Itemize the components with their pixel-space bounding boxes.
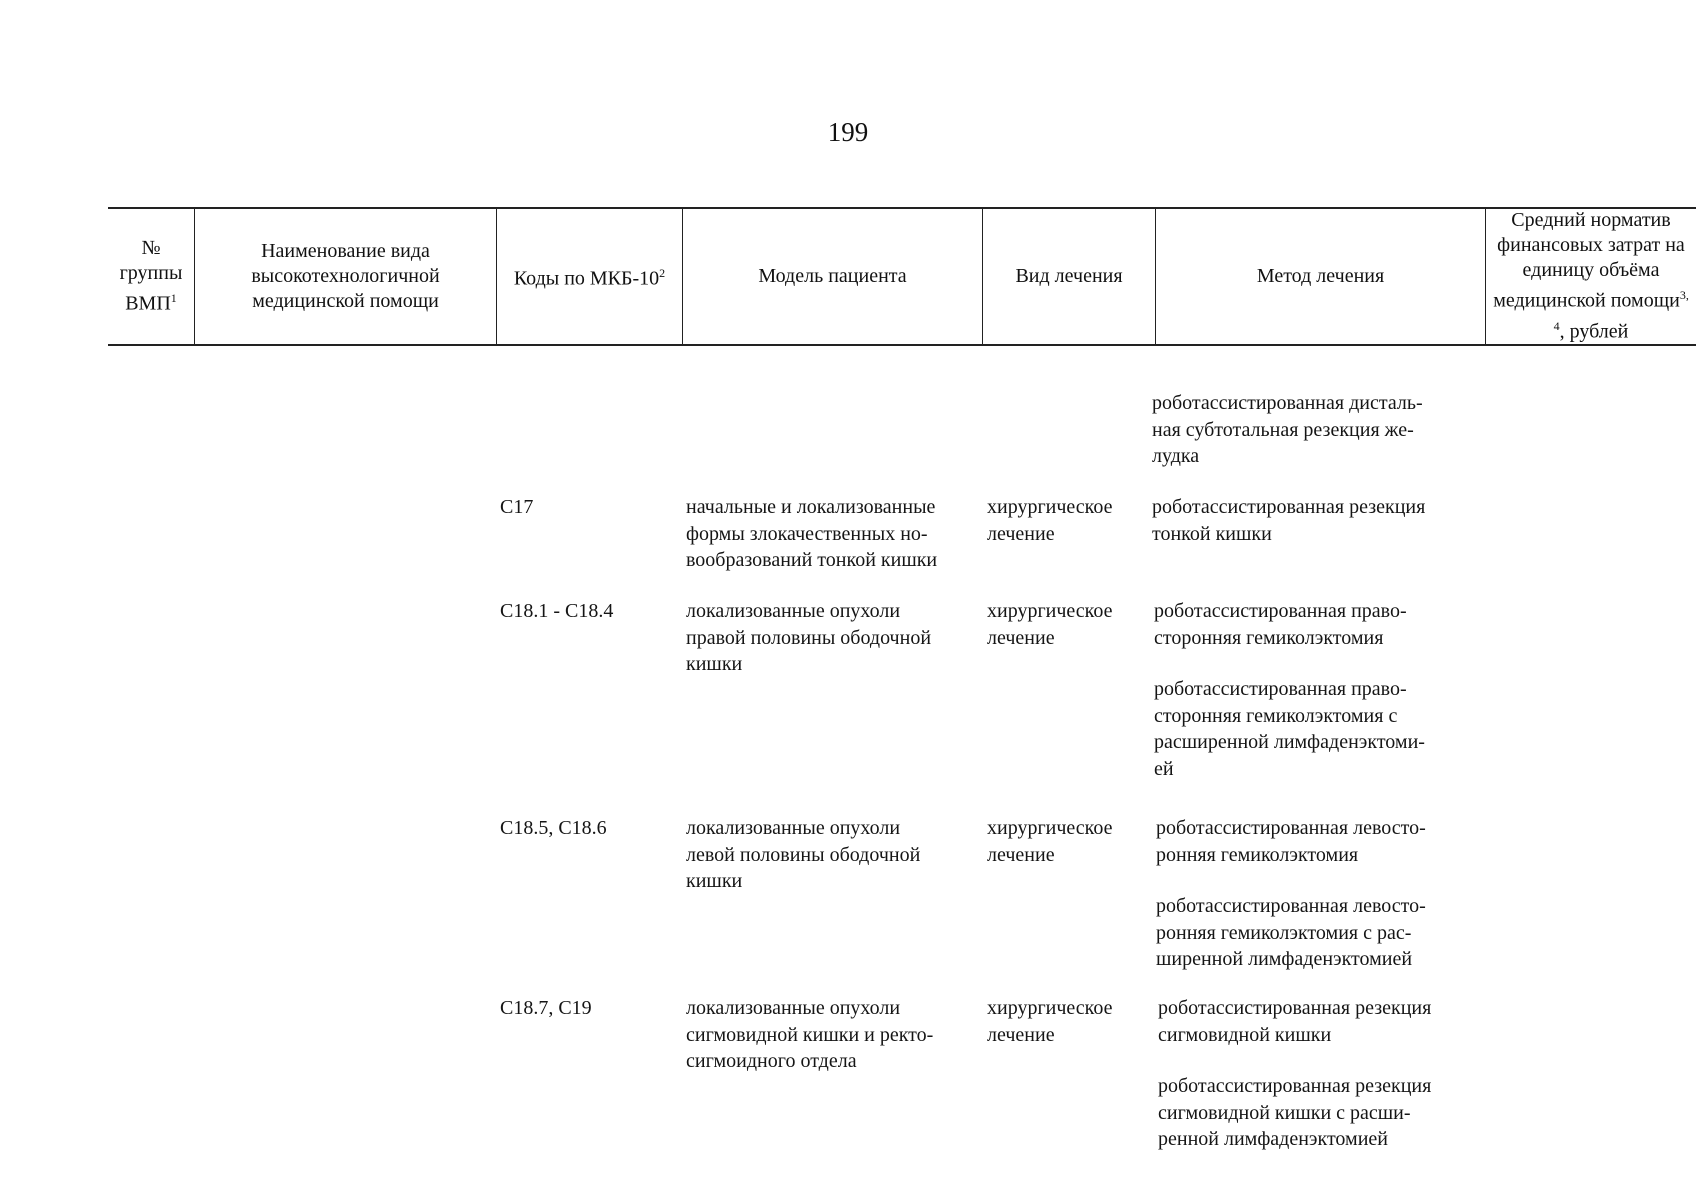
treatment-kind: хирургическое лечение — [987, 496, 1113, 545]
patient-model: начальные и локализованные формы злокачественных но- вообразований тонкой кишки — [686, 496, 938, 571]
header-method-text: Метод лечения — [1256, 265, 1385, 287]
patient-model: локализованные опухоли левой половины ободочной кишки — [686, 817, 921, 892]
header-codes-text: Коды по МКБ-10 — [513, 267, 660, 290]
treatment-kind: хирургическое лечение — [987, 997, 1113, 1046]
patient-model: локализованные опухоли правой половины ободочной кишки — [686, 600, 932, 675]
treatment-kind: хирургическое лечение — [987, 600, 1113, 649]
header-name — [194, 209, 496, 344]
header-codes — [496, 209, 682, 344]
header-group-number-text: № группы ВМП — [119, 237, 183, 315]
treatment-method: роботассистированная левосто- ронняя гемиколэктомия с рас- ширенной лимфаденэктомией — [1156, 895, 1426, 970]
header-cost-unit: , рублей — [1559, 320, 1629, 343]
icd-code: C18.1 - C18.4 — [500, 600, 614, 622]
icd-code: C18.5, C18.6 — [500, 817, 607, 839]
treatment-method: роботассистированная дисталь- ная субтотальная резекция же- лудка — [1152, 392, 1423, 467]
header-method — [1155, 209, 1485, 344]
patient-model: локализованные опухоли сигмовидной кишки и ректо- сигмоидного отдела — [686, 997, 934, 1072]
treatment-method: роботассистированная резекция сигмовидной кишки с расши- ренной лимфаденэктомией — [1158, 1075, 1432, 1150]
icd-code: C18.7, C19 — [500, 997, 592, 1019]
table-header — [108, 207, 1696, 346]
treatment-method: роботассистированная право- сторонняя гемиколэктомия с расширенной лимфаденэктоми- ей — [1154, 678, 1425, 780]
treatment-method: роботассистированная левосто- ронняя гемиколэктомия — [1156, 817, 1426, 866]
page-number: 199 — [827, 117, 869, 147]
header-model-text: Модель пациента — [758, 265, 907, 287]
icd-code: C17 — [500, 496, 534, 518]
header-cost-sup: 3, 4 — [1553, 288, 1689, 333]
header-cost — [1485, 209, 1696, 344]
treatment-method: роботассистированная резекция сигмовидной кишки — [1158, 997, 1432, 1046]
header-model — [682, 209, 982, 344]
header-name-text: Наименование вида высокотехнологичной медицинской помощи — [251, 240, 440, 312]
treatment-method: роботассистированная резекция тонкой кишки — [1152, 496, 1426, 545]
header-group-number — [108, 209, 194, 344]
header-kind — [982, 209, 1155, 344]
header-kind-text: Вид лечения — [1015, 265, 1123, 287]
treatment-method: роботассистированная право- сторонняя гемиколэктомия — [1154, 600, 1407, 649]
header-group-number-sup: 1 — [170, 291, 177, 306]
header-cost-text: Средний норматив финансовых затрат на единицу объёма медицинской помощи — [1493, 209, 1685, 312]
header-codes-sup: 2 — [659, 266, 666, 281]
treatment-kind: хирургическое лечение — [987, 817, 1113, 866]
